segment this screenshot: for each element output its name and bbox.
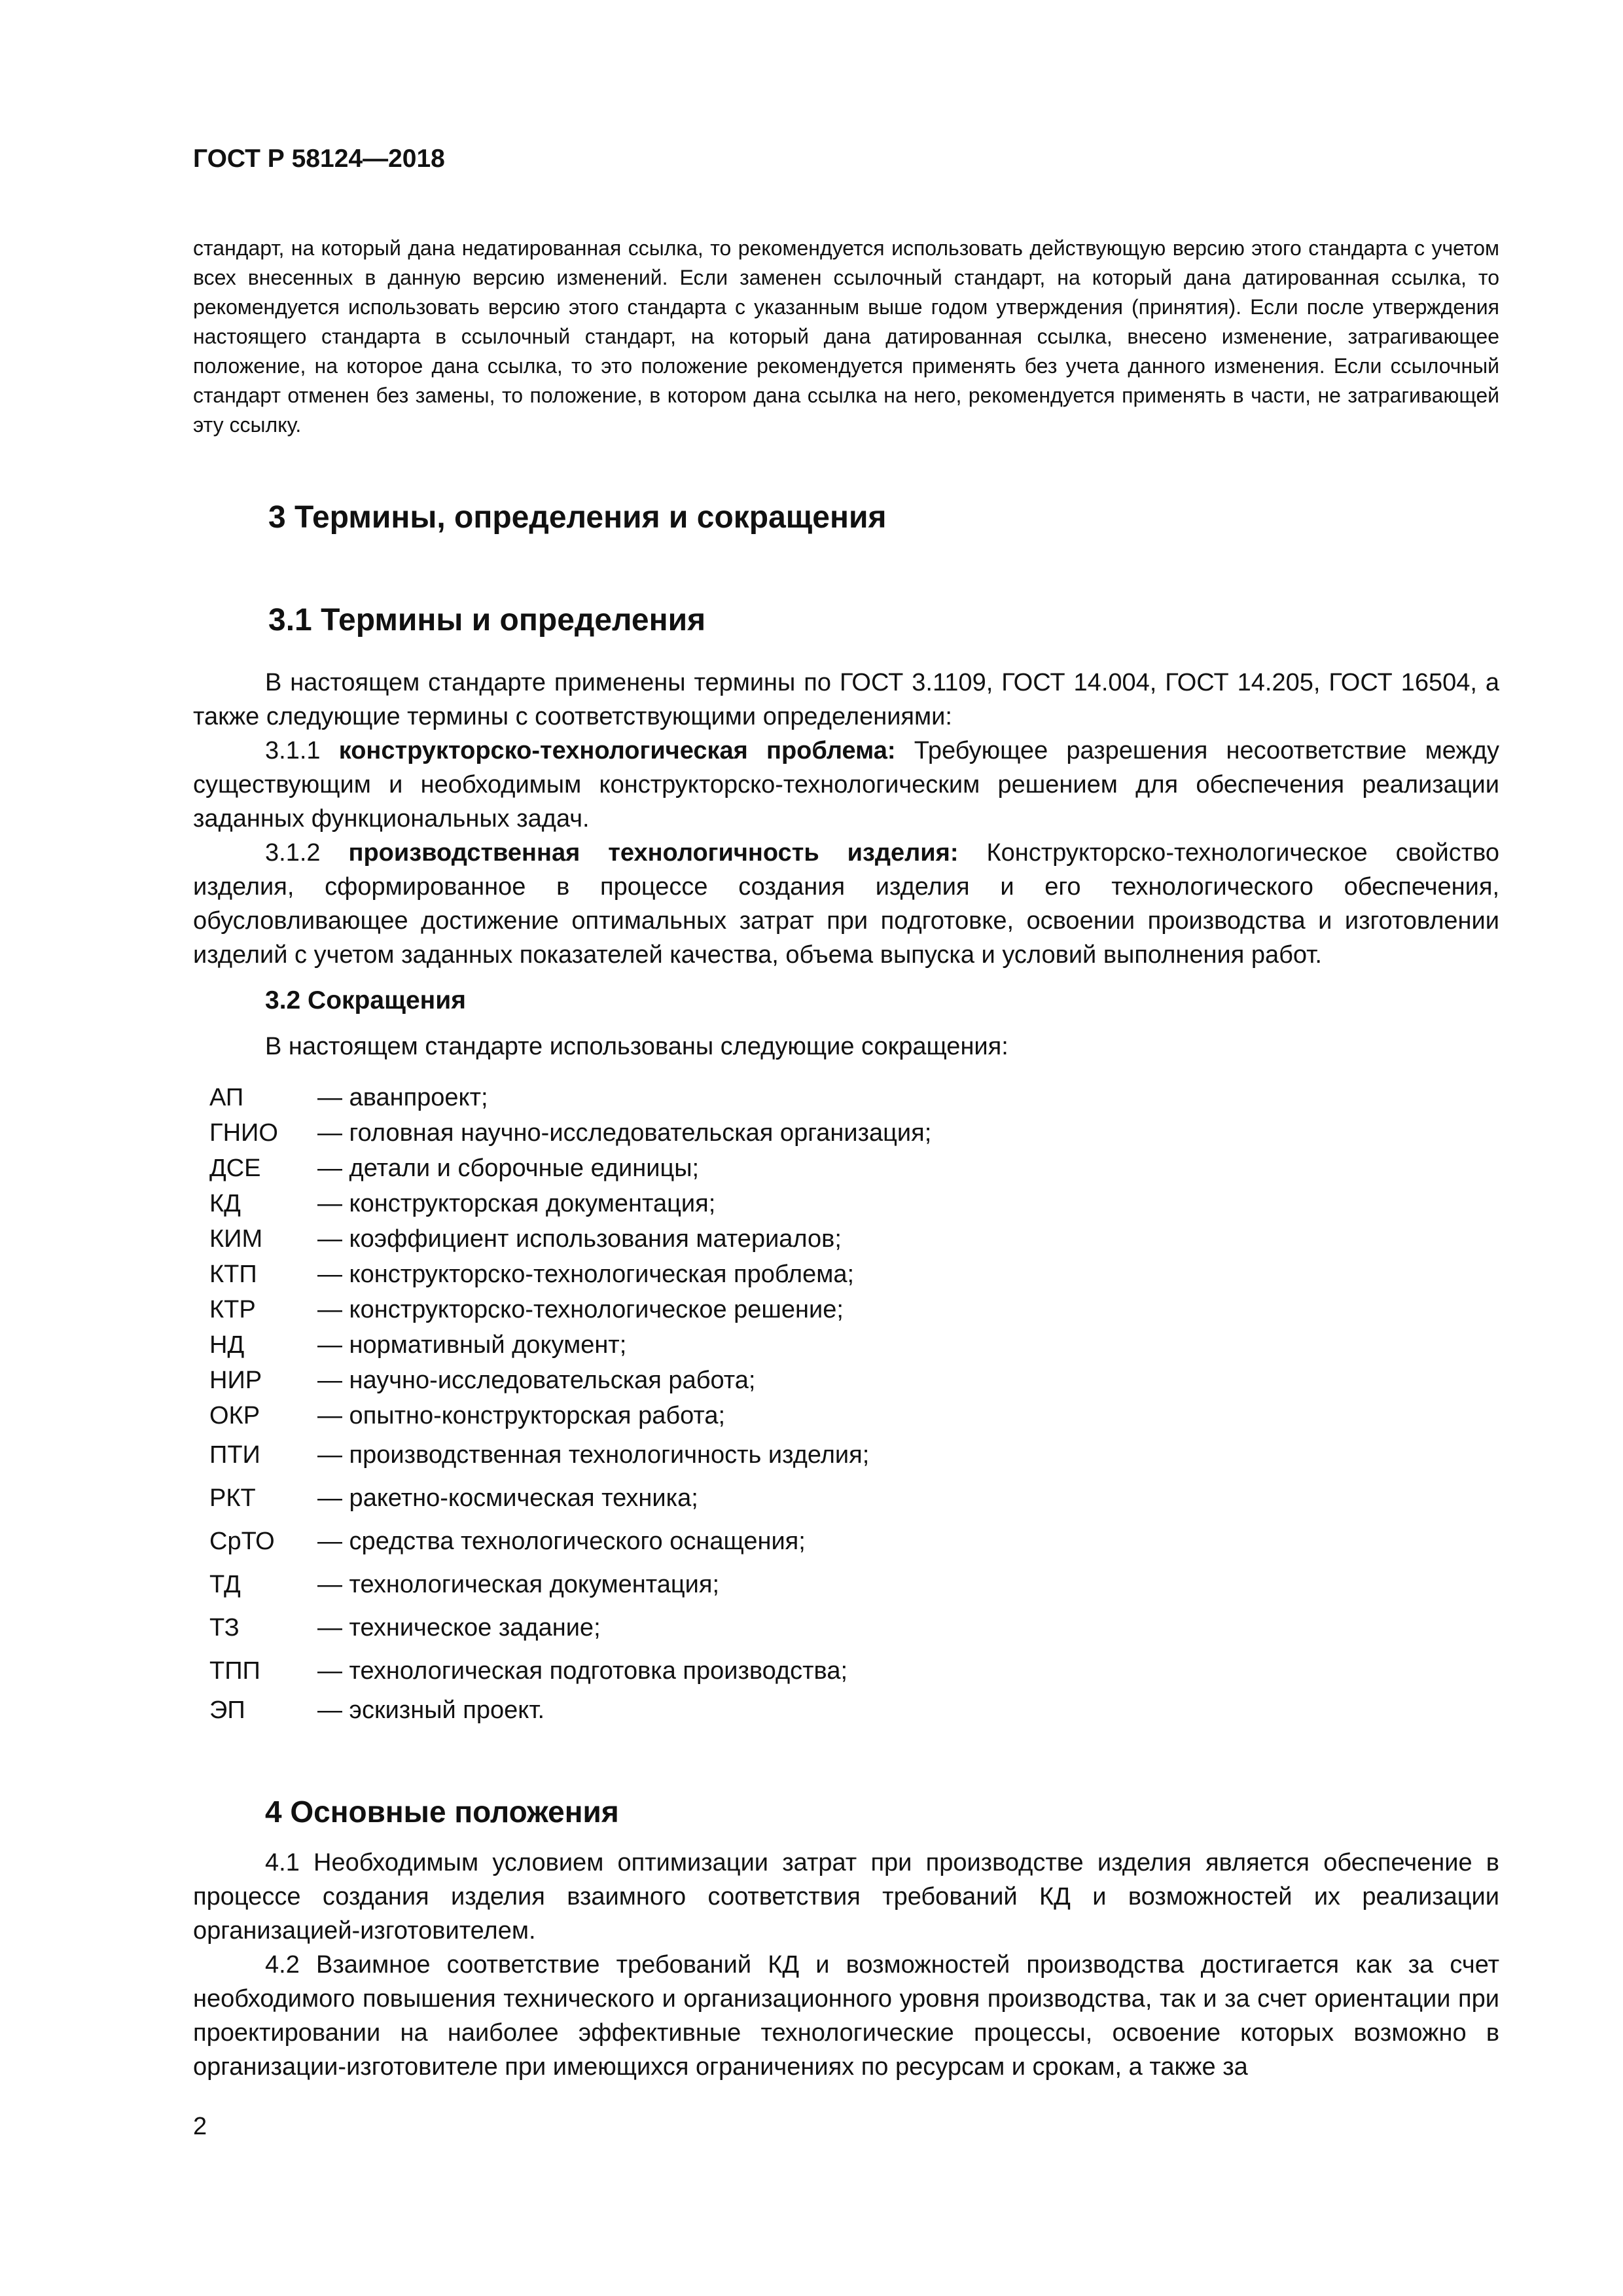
abbreviation-code: КТП: [209, 1261, 257, 1289]
abbreviation-row: [193, 1293, 1499, 1328]
term-name: производственная технологичность изделия:: [348, 838, 959, 867]
abbreviation-code: КТР: [209, 1296, 256, 1324]
abbreviation-row: [193, 1607, 1499, 1650]
abbreviation-definition: — эскизный проект.: [317, 1696, 545, 1725]
document-header: ГОСТ Р 58124—2018: [193, 145, 445, 173]
abbreviation-code: СрТО: [209, 1528, 275, 1556]
abbreviation-row: [193, 1399, 1499, 1434]
abbreviation-definition: — нормативный документ;: [317, 1331, 627, 1359]
abbreviation-code: ТПП: [209, 1657, 260, 1685]
abbreviation-definition: — конструкторско-технологическая проблема;: [317, 1261, 855, 1289]
section-3-title: 3 Термины, определения и сокращения: [268, 499, 887, 535]
abbreviation-code: ТЗ: [209, 1614, 240, 1642]
abbreviation-row: [193, 1693, 1499, 1729]
abbreviation-list: [193, 1081, 1499, 1729]
document-page: [193, 144, 1499, 2084]
abbreviation-row: [193, 1520, 1499, 1564]
term-number: 3.1.1: [265, 736, 321, 764]
section-4-title: 4 Основные положения: [265, 1794, 619, 1829]
abbreviation-code: ТД: [209, 1571, 241, 1599]
intro-paragraph: стандарт, на который дана недатированная ссылка, то рекомендуется использовать действующую версию этого стандарта с учетом всех внесенных в данную версию изменений. Если заменен ссылочный стандарт, на который дана датированная ссылка, то рекомендуется использовать версию этого стандарта с указанным выше годом утверждения (принятия). Если после утверждения настоящего стандарта в ссылочный стандарт, на который дана датированная ссылка, внесено изменение, затрагивающее положение, на которое дана ссылка, то это положение рекомендуется применять без учета данного изменения. Если ссылочный стандарт отменен без замены, то положение, в котором дана ссылка на него, рекомендуется применять в части, не затрагивающей эту ссылку.: [193, 236, 1499, 437]
abbreviation-definition: — коэффициент использования материалов;: [317, 1225, 842, 1253]
term-3-1-2: [193, 836, 1499, 972]
page-number: 2: [193, 2113, 207, 2140]
section-3-1-title: 3.1 Термины и определения: [268, 603, 706, 638]
abbreviation-definition: — аванпроект;: [317, 1084, 488, 1112]
abbreviation-code: РКТ: [209, 1484, 256, 1513]
abbreviation-row: [193, 1650, 1499, 1693]
abbreviation-row: [193, 1257, 1499, 1293]
abbreviation-code: ДСЕ: [209, 1155, 261, 1183]
section-3-1-intro: В настоящем стандарте применены термины по ГОСТ 3.1109, ГОСТ 14.004, ГОСТ 14.205, ГОСТ 16504, а также следующие термины с соответствующими определениями:: [193, 668, 1499, 730]
abbreviation-definition: — технологическая документация;: [317, 1571, 720, 1599]
term-definition: Конструкторско-технологическое свойство изделия, сформированное в процессе создания изделия и его технологического обеспечения, обусловливающее достижение оптимальных затрат при подготовке, освоении производства и изготовлении изделий с учетом заданных показателей качества, объема выпуска и условий выполнения работ.: [193, 838, 1499, 969]
abbreviation-definition: — конструкторско-технологическое решение;: [317, 1296, 844, 1324]
abbreviation-definition: — технологическая подготовка производства;: [317, 1657, 848, 1685]
term-name: конструкторско-технологическая проблема:: [338, 736, 896, 764]
abbreviation-row: [193, 1434, 1499, 1477]
abbreviation-definition: — средства технологического оснащения;: [317, 1528, 806, 1556]
abbreviation-definition: — конструкторская документация;: [317, 1190, 716, 1218]
abbreviation-definition: — научно-исследовательская работа;: [317, 1367, 756, 1395]
term-3-1-1: [193, 734, 1499, 836]
abbreviation-row: [193, 1187, 1499, 1222]
abbreviation-row: [193, 1151, 1499, 1187]
abbreviation-definition: — техническое задание;: [317, 1614, 601, 1642]
abbreviation-code: КД: [209, 1190, 241, 1218]
abbreviation-code: ОКР: [209, 1402, 260, 1430]
term-definition: Требующее разрешения несоответствие между существующим и необходимым конструкторско-технологическим решением для обеспечения реализации заданных функциональных задач.: [193, 736, 1500, 833]
abbreviation-row: [193, 1222, 1499, 1257]
term-number: 3.1.2: [265, 838, 321, 867]
abbreviation-definition: — ракетно-космическая техника;: [317, 1484, 698, 1513]
abbreviation-code: НИР: [209, 1367, 262, 1395]
section-3-2-intro: В настоящем стандарте использованы следующие сокращения:: [265, 1032, 1008, 1060]
paragraph-4-1: 4.1 Необходимым условием оптимизации затрат при производстве изделия является обеспечение в процессе создания изделия взаимного соответствия требований КД и возможностей их реализации организацией-изготовителем.: [193, 1849, 1499, 1945]
abbreviation-definition: — детали и сборочные единицы;: [317, 1155, 700, 1183]
paragraph-4-2: 4.2 Взаимное соответствие требований КД и возможностей производства достигается как за счет необходимого повышения технического и организационного уровня производства, так и за счет ориентации при проектировании на наиболее эффективные технологические процессы, освоение которых возможно в организации-изготовителе при имеющихся ограничениях по ресурсам и срокам, а также за: [193, 1951, 1499, 2081]
abbreviation-definition: — головная научно-исследовательская организация;: [317, 1119, 932, 1147]
abbreviation-row: [193, 1477, 1499, 1520]
abbreviation-code: КИМ: [209, 1225, 263, 1253]
abbreviation-code: АП: [209, 1084, 244, 1112]
abbreviation-code: ЭП: [209, 1696, 245, 1725]
abbreviation-definition: — опытно-конструкторская работа;: [317, 1402, 726, 1430]
abbreviation-row: [193, 1564, 1499, 1607]
abbreviation-code: ПТИ: [209, 1441, 260, 1469]
abbreviation-row: [193, 1081, 1499, 1116]
abbreviation-row: [193, 1328, 1499, 1363]
abbreviation-row: [193, 1363, 1499, 1399]
abbreviation-row: [193, 1116, 1499, 1151]
section-3-2-title: 3.2 Сокращения: [265, 986, 466, 1014]
abbreviation-code: НД: [209, 1331, 245, 1359]
abbreviation-definition: — производственная технологичность изделия;: [317, 1441, 870, 1469]
abbreviation-code: ГНИО: [209, 1119, 278, 1147]
